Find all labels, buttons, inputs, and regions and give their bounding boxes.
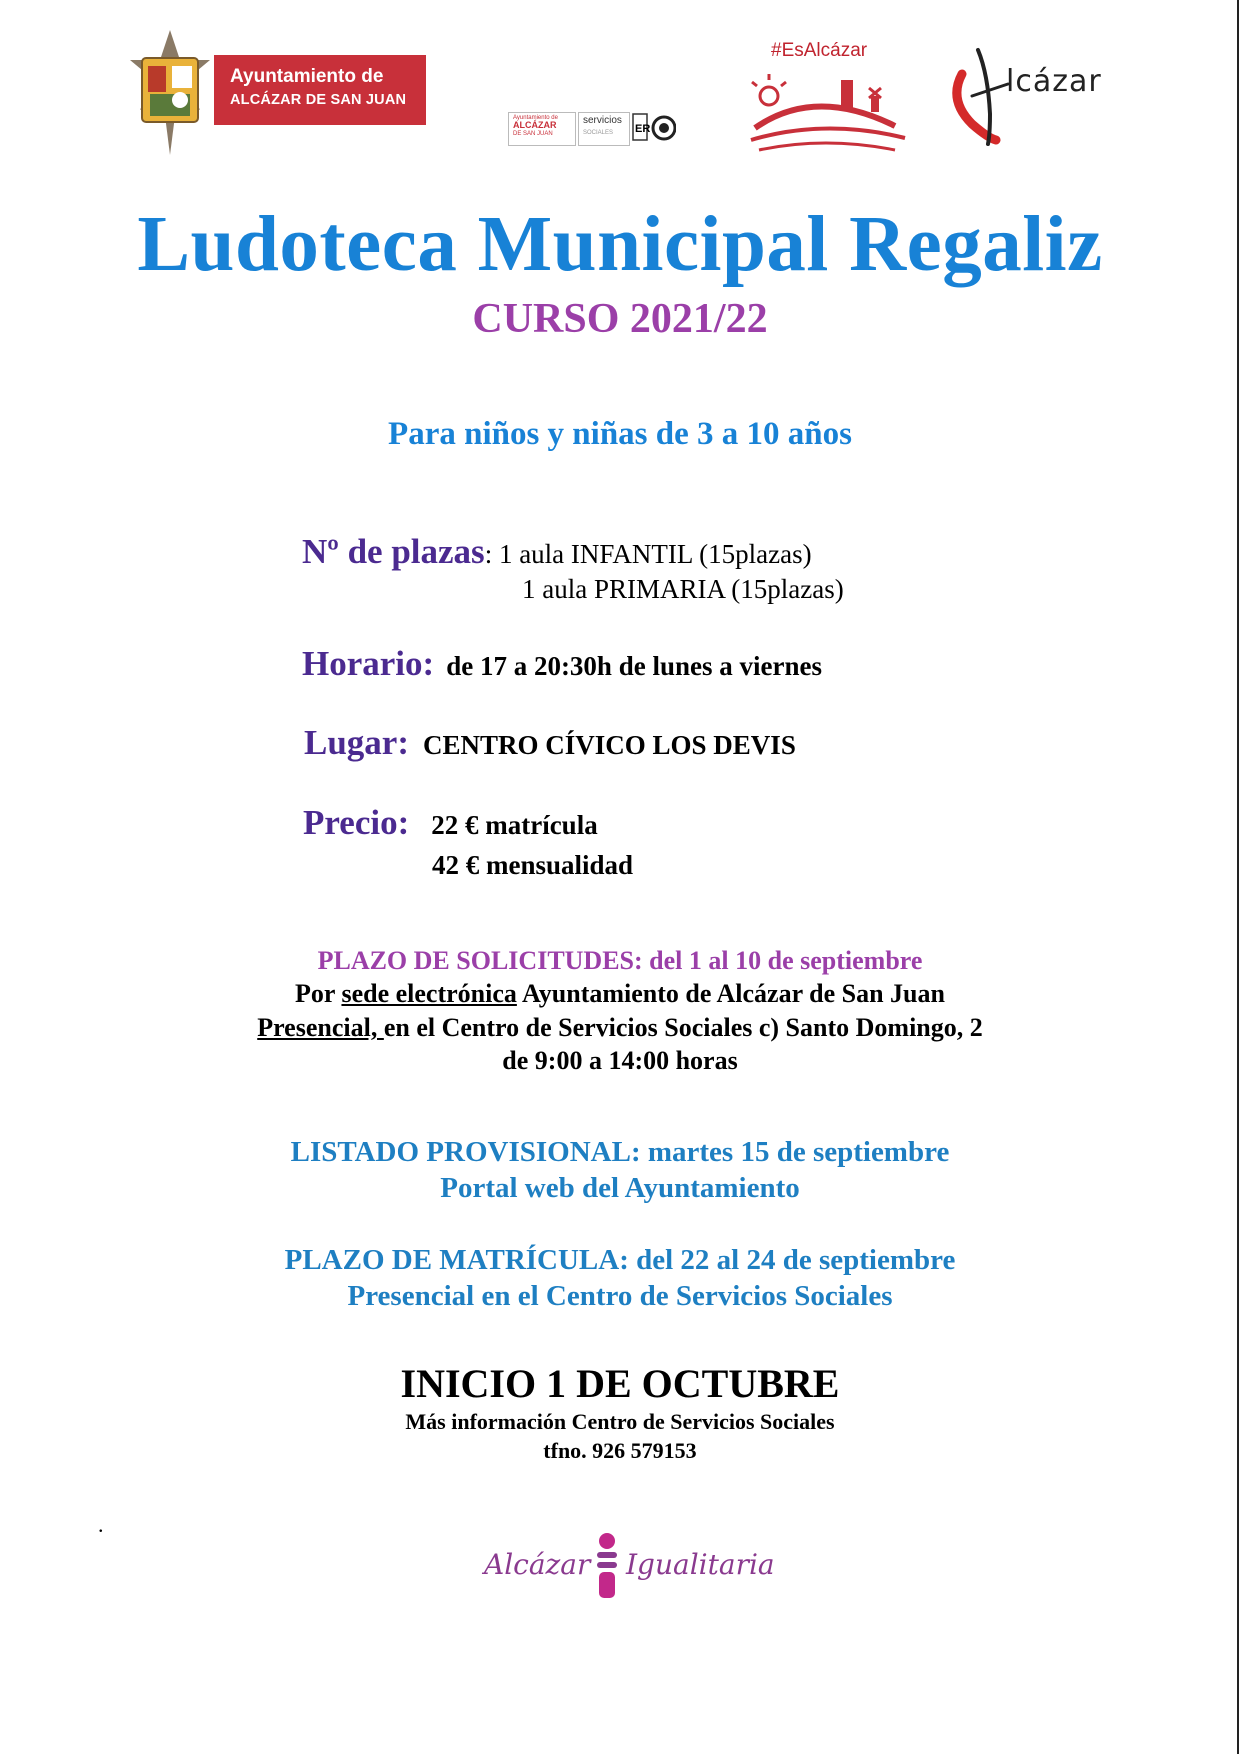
solicitudes-line1-pre: Por (295, 979, 342, 1008)
solicitudes-line3: de 9:00 a 14:00 horas (502, 1046, 738, 1075)
small-logo-line1: Ayuntamiento de (513, 115, 558, 121)
ayuntamiento-line1: Ayuntamiento de (230, 66, 384, 87)
windmill-train-icon (745, 66, 915, 158)
es-alcazar-tag: #EsAlcázar (771, 40, 868, 61)
ayuntamiento-logo (120, 30, 430, 155)
info-phone: tfno. 926 579153 (543, 1438, 697, 1463)
precio-line1: 22 € matrícula (431, 810, 598, 840)
lugar-row (304, 723, 796, 763)
small-ayto-logo (508, 112, 576, 146)
page-title: Ludoteca Municipal Regaliz (137, 201, 1103, 288)
lugar-label: Lugar: (304, 723, 409, 762)
plazas-label: Nº de plazas (302, 532, 485, 571)
solicitudes-line1 (0, 979, 1240, 1009)
presencial-label: Presencial, (257, 1013, 384, 1042)
matricula-line1: PLAZO DE MATRÍCULA: del 22 al 24 de septiembre (284, 1244, 956, 1276)
servicios-sociales-logo-strip (508, 108, 678, 146)
matricula-line2: Presencial en el Centro de Servicios Sociales (347, 1280, 893, 1312)
horario-row (302, 644, 822, 684)
plazas-row (302, 532, 812, 572)
solicitudes-line1-post: Ayuntamiento de Alcázar de San Juan (516, 979, 945, 1008)
footer-right-text: Igualitaria (626, 1548, 775, 1581)
lugar-value: CENTRO CÍVICO LOS DEVIS (423, 730, 796, 760)
alcazar-igualitaria-logo (484, 1530, 775, 1602)
servicios-line2: SOCIALES (583, 130, 614, 136)
info-line1: Más información Centro de Servicios Sociales (405, 1409, 835, 1434)
course-subtitle: CURSO 2021/22 (472, 296, 768, 342)
horario-label: Horario: (302, 644, 435, 683)
plazas-line2: 1 aula PRIMARIA (15plazas) (522, 574, 844, 604)
solicitudes-line2-post: en el Centro de Servicios Sociales c) Santo Domingo, 2 (383, 1013, 983, 1042)
coat-of-arms-icon (120, 30, 220, 155)
sede-electronica-link[interactable]: sede electrónica (341, 979, 517, 1008)
listado-line2: Portal web del Ayuntamiento (440, 1172, 800, 1204)
footer-left-text: Alcázar (484, 1548, 591, 1581)
ayuntamiento-line2: ALCÁZAR DE SAN JUAN (230, 92, 407, 108)
alcazar-brand-visible: lcázar (1006, 64, 1102, 99)
small-logo-line3: DE SAN JUAN (513, 131, 553, 137)
ayuntamiento-banner (214, 55, 426, 125)
solicitudes-line2 (0, 1013, 1240, 1043)
small-logo-line2: ALCÁZAR (513, 120, 557, 130)
horario-value: de 17 a 20:30h de lunes a viernes (446, 651, 822, 681)
precio-label: Precio: (303, 803, 410, 842)
equality-figure-icon (592, 1532, 622, 1602)
listado-line1: LISTADO PROVISIONAL: martes 15 de septiembre (290, 1136, 950, 1168)
certification-icon (632, 112, 676, 144)
precio-row (303, 803, 598, 843)
alcazar-brand-logo (948, 44, 1118, 154)
alcazar-brand-text (1006, 64, 1102, 99)
svg-text:ER: ER (635, 123, 651, 135)
solicitudes-heading: PLAZO DE SOLICITUDES: del 1 al 10 de septiembre (317, 946, 923, 975)
stray-dot: . (98, 1512, 104, 1537)
plazas-line1: : 1 aula INFANTIL (15plazas) (484, 539, 812, 569)
audience-text: Para niños y niñas de 3 a 10 años (388, 416, 852, 452)
inicio-date: INICIO 1 DE OCTUBRE (400, 1361, 840, 1406)
precio-line2: 42 € mensualidad (432, 850, 634, 880)
heart-brand-icon (948, 44, 1018, 154)
es-alcazar-logo (745, 38, 915, 158)
servicios-line1: servicios (583, 115, 622, 126)
servicios-sociales-logo (578, 112, 630, 146)
